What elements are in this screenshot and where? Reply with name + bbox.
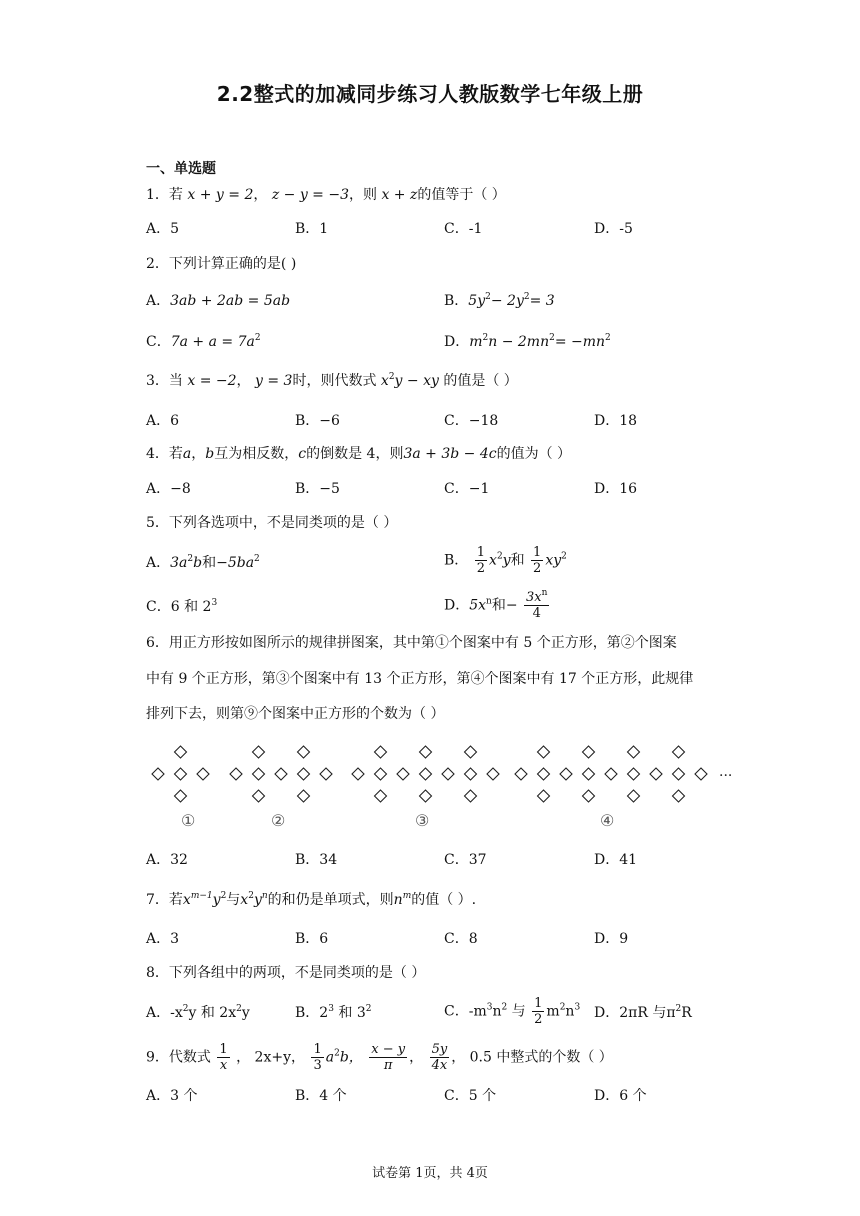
q7-option-d: D．9 xyxy=(594,931,629,947)
pattern-4-square xyxy=(628,790,640,802)
pattern-1-square xyxy=(175,790,187,802)
pattern-1-square xyxy=(175,768,187,780)
q5-option-c: C．6 和 $2^3$ xyxy=(146,598,218,615)
pattern-2-square xyxy=(320,768,332,780)
pattern-4-square xyxy=(695,768,707,780)
question-6-line-1: 6．用正方形按如图所示的规律拼图案，其中第①个图案中有 5 个正方形，第②个图案 xyxy=(146,635,677,651)
q3-option-b: B．−6 xyxy=(295,413,340,429)
q5-option-b: B． $\frac{1}{2}$ $x^2y$和 $\frac{1}{2}$ $xy^2$ xyxy=(444,545,567,576)
q3-option-a: A．6 xyxy=(146,413,180,429)
question-8: 8．下列各组中的两项，不是同类项的是（ ） xyxy=(146,965,426,981)
square-pattern-figure xyxy=(146,742,746,837)
q7-option-a: A．3 xyxy=(146,931,180,947)
q5-option-a: A．$3a^2b$和$-5ba^2$ xyxy=(146,554,260,571)
pattern-4-square xyxy=(650,768,662,780)
pattern-2-square xyxy=(298,790,310,802)
pattern-1-square xyxy=(197,768,209,780)
q9-option-a: A．3 个 xyxy=(146,1088,198,1104)
pattern-3-square xyxy=(442,768,454,780)
pattern-2-square xyxy=(298,768,310,780)
q6-option-a: A．32 xyxy=(146,852,188,868)
pattern-3-square xyxy=(420,790,432,802)
pattern-label-4: ④ xyxy=(600,811,615,830)
pattern-label-1: ① xyxy=(181,811,196,830)
q3-option-d: D．18 xyxy=(594,413,638,429)
q4-option-c: C．−1 xyxy=(444,481,490,497)
pattern-2-square xyxy=(298,746,310,758)
page-title: 2.2整式的加减同步练习人教版数学七年级上册 xyxy=(216,82,644,106)
pattern-4-square xyxy=(560,768,572,780)
pattern-3-square xyxy=(375,768,387,780)
question-5: 5．下列各选项中，不是同类项的是（ ） xyxy=(146,515,398,531)
pattern-1-square xyxy=(175,746,187,758)
pattern-4-square xyxy=(583,768,595,780)
pattern-3-square xyxy=(465,768,477,780)
pattern-4-square xyxy=(673,768,685,780)
question-7: 7．若$x^{m-1}y^2$与$x^2y^n$的和仍是单项式，则$n^m$的值（ ）. xyxy=(146,891,477,908)
q8-option-b: B．$2^3$ 和 $3^2$ xyxy=(295,1004,372,1021)
question-6-line-3: 排列下去，则第⑨个图案中正方形的个数为（ ） xyxy=(146,706,445,722)
pattern-4-square xyxy=(538,746,550,758)
pattern-4-square xyxy=(628,768,640,780)
pattern-3-square xyxy=(420,746,432,758)
q3-option-c: C．−18 xyxy=(444,413,499,429)
pattern-2-square xyxy=(275,768,287,780)
q6-option-b: B．34 xyxy=(295,852,338,868)
q2-option-a: A．3ab + 2ab = 5ab xyxy=(146,293,291,309)
q4-option-b: B．−5 xyxy=(295,481,340,497)
pattern-4-square xyxy=(673,746,685,758)
pattern-3-square xyxy=(397,768,409,780)
q4-option-a: A．−8 xyxy=(146,481,191,497)
q9-option-c: C．5 个 xyxy=(444,1088,497,1104)
question-3: 3．当 x = −2， y = 3时，则代数式 $x^2y$ − xy 的值是（ ） xyxy=(146,372,518,389)
pattern-3-square xyxy=(352,768,364,780)
q2-option-d: D．$m^2n - 2mn^2= -mn^2$ xyxy=(444,333,611,350)
q1-option-a: A．5 xyxy=(146,221,180,237)
pattern-ellipsis: ··· xyxy=(719,768,733,784)
q1-option-c: C．-1 xyxy=(444,221,483,237)
q7-option-b: B．6 xyxy=(295,931,329,947)
pattern-3-square xyxy=(465,790,477,802)
page-footer: 试卷第 1页，共 4页 xyxy=(372,1166,488,1181)
pattern-3-square xyxy=(465,746,477,758)
q9-option-b: B．4 个 xyxy=(295,1088,347,1104)
q2-option-c: C．$7a + a = 7a^2$ xyxy=(146,333,261,350)
pattern-4-square xyxy=(538,768,550,780)
pattern-3-square xyxy=(420,768,432,780)
pattern-4-square xyxy=(673,790,685,802)
pattern-4-square xyxy=(538,790,550,802)
question-2: 2．下列计算正确的是( ) xyxy=(146,256,297,272)
q6-option-d: D．41 xyxy=(594,852,638,868)
question-1: 1．若 x + y = 2， z − y = −3，则 x + z的值等于（ ） xyxy=(146,187,506,203)
pattern-3-square xyxy=(375,790,387,802)
q8-option-c: C．$-m^3n^2$ 与 $\frac{1}{2}$ $m^2n^3$ xyxy=(444,996,581,1027)
q1-option-b: B．1 xyxy=(295,221,329,237)
q7-option-c: C．8 xyxy=(444,931,478,947)
q4-option-d: D．16 xyxy=(594,481,638,497)
pattern-label-3: ③ xyxy=(415,811,430,830)
pattern-2-square xyxy=(253,768,265,780)
pattern-1-square xyxy=(152,768,164,780)
q8-option-d: D．2πR 与$\pi^2R$ xyxy=(594,1004,692,1021)
pattern-3-square xyxy=(375,746,387,758)
pattern-2-square xyxy=(253,790,265,802)
q2-option-b: B．$5y^2- 2y^2= 3$ xyxy=(444,292,555,309)
q1-option-d: D．-5 xyxy=(594,221,633,237)
section-heading: 一、单选题 xyxy=(146,161,216,177)
question-6-line-2: 中有 9 个正方形，第③个图案中有 13 个正方形，第④个图案中有 17 个正方形，此规律 xyxy=(146,671,694,687)
question-9: 9．代数式 $\frac{1}{x}$ ， 2x+y， $\frac{1}{3}$ $a^2b$， $\frac{x - y}{\pi}$ ， $\frac{5y}{4x}$ ， 0.5 中整式的个数（ ） xyxy=(146,1042,613,1073)
pattern-label-2: ② xyxy=(271,811,286,830)
pattern-4-square xyxy=(515,768,527,780)
q6-option-c: C．37 xyxy=(444,852,487,868)
pattern-4-square xyxy=(628,746,640,758)
q8-option-a: A．$-x^2y$ 和 $2x^2y$ xyxy=(146,1004,250,1021)
q9-option-d: D．6 个 xyxy=(594,1088,647,1104)
pattern-2-square xyxy=(253,746,265,758)
q5-option-d: D．$5x^n$和− $\frac{3x^n}{4}$ xyxy=(444,588,548,621)
pattern-4-square xyxy=(605,768,617,780)
question-4: 4．若a，b互为相反数，c的倒数是 4，则3a + 3b − 4c的值为（ ） xyxy=(146,446,572,462)
pattern-4-square xyxy=(583,790,595,802)
pattern-2-square xyxy=(230,768,242,780)
pattern-4-square xyxy=(583,746,595,758)
pattern-3-square xyxy=(487,768,499,780)
